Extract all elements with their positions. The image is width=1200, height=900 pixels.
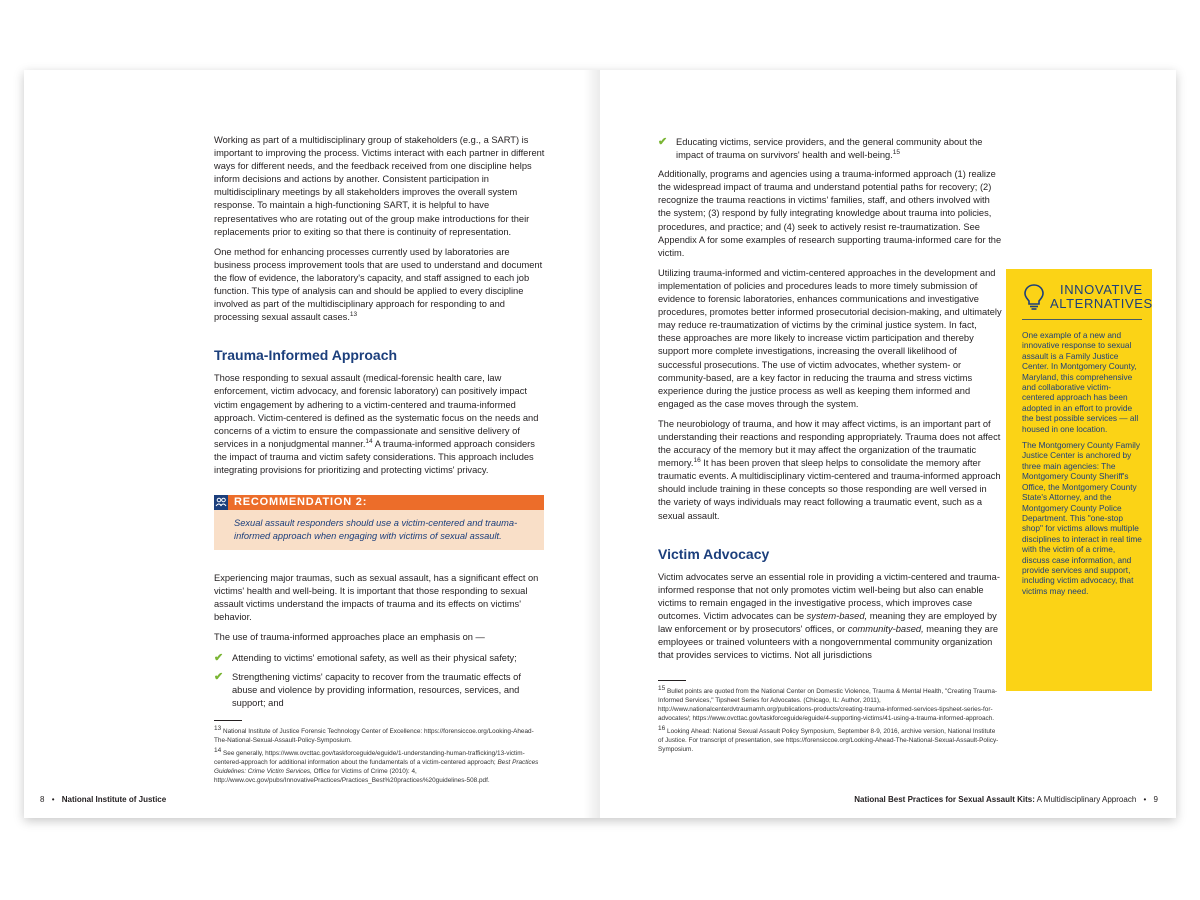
- right-paragraph-3: The neurobiology of trauma, and how it may affect victims, is an important part of understanding their reactions and responding appropriately. Trauma does not affect the accuracy of the memory but it may affect the organization of the traumatic memory.$^{16}$ It has been proven that sleep helps to consolidate the memory after traumatic events. A multidisciplinary victim-centered and trauma-informed approach should include training in these concepts so those responding are well versed in the variety of ways individuals may react following a traumatic event, such as a sexual assault.: [658, 418, 1001, 521]
- footer-title: National Institute of Justice: [61, 795, 167, 804]
- lightbulb-icon: [1022, 283, 1046, 311]
- recommendation-people-icon: [214, 495, 228, 510]
- footnote-ref-13[interactable]: 13: [349, 311, 358, 319]
- right-paragraph-4: Victim advocates serve an essential role in providing a victim-centered and trauma-informed response that not only promotes victim well-being but also can enable victims to remain engaged in the investigative process, which improves case outcomes. Victim advocates can be system-based, meaning they are employed by law enforcement or by prosecutors' offices, or community-based, meaning they are employees or trained volunteers with a nongovernmental community organization that provides services to victims. Not all jurisdictions: [658, 571, 1000, 661]
- right-paragraph-2: Utilizing trauma-informed and victim-centered approaches in the development and implementation of policies and procedures leads to more timely submission of evidence to forensic laboratories, enhances communications and investigative procedures, promotes better informed prosecutorial decision-making, and ultimately may reduce re-traumatization of victims by the criminal justice system. In fact, these approaches are more likely to increase victim participation and thereby support more complete investigations, increasing the overall likelihood of successful prosecutions. The use of victim advocates, whether system- or community-based, are a key factor in reducing the trauma and stress victims experience during the justice process as well as keeping them informed and engaged as the case moves through the system.: [658, 267, 1002, 409]
- recommendation-box: [214, 495, 544, 550]
- right-paragraph-1: Additionally, programs and agencies using a trauma-informed approach (1) realize the widespread impact of trauma and understand potential paths for recovery; (2) recognize the trauma reactions in victims' families, staff, and others involved with the system; (3) respond by fully integrating knowledge about trauma into policies, procedures, and practice; and (4) seek to actively resist re-traumatization. See Appendix A for some examples of research supporting trauma-informed care for the victim.: [658, 169, 1002, 258]
- footnote-15: 15 Bullet points are quoted from the National Center on Domestic Violence, Trauma & Mental Health, "Creating Trauma-Informed Services," Tipsheet Series for Advocates. (Chicago, IL: Author, 2011), http://www.nationalcenterdvtraumamh.org/publications-products/creating-trauma-informed-services-tipsheet-series-for-advocates/; https://www.ovcttac.gov/taskforceguide/eguide/4-supporting-victims/41-using-a-trauma-informed-approach.: [658, 685, 998, 723]
- left-footnotes: [214, 724, 546, 785]
- list-item: ✔ Strengthening victims' capacity to recover from the traumatic effects of abuse and violence by providing information, resources, services, and support; and: [214, 670, 521, 708]
- checkmark-icon: ✔: [214, 651, 224, 664]
- footnote-ref-16[interactable]: 16: [693, 457, 701, 465]
- left-paragraph-1: Working as part of a multidisciplinary group of stakeholders (e.g., a SART) is important to improving the process. Victims interact with each partner in different ways for different needs, and the feedback received from one discipline helps inform decisions and actions by another. Consistent participation in multidisciplinary meetings by all stakeholders improves the overall system response. To maintain a high-functioning SART, it is helpful to have representatives who are rotating out of the group make introductions for their replacements prior to exiting so that there is continuity of representation.: [214, 135, 545, 237]
- left-bullet-list: [214, 652, 546, 710]
- left-text-column: [214, 134, 546, 789]
- page-number: 8: [40, 795, 45, 804]
- left-paragraph-5: The use of trauma-informed approaches place an emphasis on —: [214, 632, 485, 643]
- sidebar-paragraph-1: One example of a new and innovative response to sexual assault is a Family Justice Center. In Montgomery County, Maryland, this comprehensive and collaborative victim-centered approach has been adopted in an effort to provide the best possible services — all housed in one location.: [1022, 330, 1139, 434]
- recommendation-label: RECOMMENDATION 2:: [234, 496, 368, 509]
- checkmark-icon: ✔: [658, 136, 668, 148]
- footnote-ref-15[interactable]: 15: [892, 149, 900, 156]
- list-item: ✔ Educating victims, service providers, and the general community about the impact of trauma on survivors' health and well-being.$^{15}$: [658, 136, 983, 161]
- sidebar-title-line-2: ALTERNATIVES: [1050, 296, 1153, 311]
- footnote-ref-14[interactable]: 14: [365, 437, 373, 445]
- sidebar-title-line-1: INNOVATIVE: [1059, 282, 1143, 297]
- footnote-divider: [658, 680, 686, 681]
- list-item: ✔ Attending to victims' emotional safety, as well as their physical safety;: [214, 651, 517, 664]
- left-paragraph-3: Those responding to sexual assault (medical-forensic health care, law enforcement, victim advocacy, and forensic laboratory) can positively impact victim engagement by adhering to a victim-centered and trauma-informed approach. Victim-centered is defined as the systematic focus on the needs and concerns of a victim to ensure the compassionate and sensitive delivery of services in a nonjudgmental manner.$^{14}$ A trauma-informed approach considers the impact of trauma and victim safety considerations. This approach includes integrating provisions for prioritizing and protecting victims' privacy.: [214, 373, 539, 475]
- left-page: [24, 70, 601, 818]
- right-text-column: [658, 136, 1002, 758]
- footnote-16: 16 Looking Ahead: National Sexual Assault Policy Symposium, September 8-9, 2016, archive version, National Institute of Justice. For transcript of presentation, see https://forensiccoe.org/Looking-Ahead-The-National-Sexual-Assault-Policy-Symposium.: [658, 725, 999, 754]
- footnote-14: 14 See generally, https://www.ovcttac.gov/taskforceguide/eguide/1-understanding-human-trafficking/13-victim-centered-approach for additional information about the fundamentals of a victim-centered approach; Best Practices Guidelines: Crime Victim Services, Office for Victims of Crime (2010): 4, http://www.ovc.gov/pubs/InnovativePractices/Practices_Best%20practices%20guidelines-508.pdf.: [214, 746, 539, 784]
- sidebar-title: [1022, 282, 1153, 311]
- recommendation-header: [214, 495, 544, 510]
- left-footer: 8 • National Institute of Justice: [40, 795, 167, 804]
- sidebar-divider: [1022, 319, 1142, 320]
- left-paragraph-4: Experiencing major traumas, such as sexual assault, has a significant effect on victims' health and well-being. It is important that those responding to sexual assault victims understand the impacts of trauma and its effects on victims' behavior.: [214, 573, 539, 623]
- left-paragraph-2: One method for enhancing processes currently used by laboratories are business process improvement tools that are used to understand and document the flow of evidence, the laboratory's capacity, and staff assigned to each job function. This type of analysis can and should be applied to every discipline involved as part of the multidisciplinary approach for responding to and processing sexual assault cases.$^{13}$: [214, 246, 543, 323]
- footnote-divider: [214, 720, 242, 721]
- book-spread: [24, 70, 1176, 818]
- page-number: 9: [1153, 795, 1158, 804]
- heading-trauma-informed-approach: Trauma-Informed Approach: [214, 347, 398, 364]
- checkmark-icon: ✔: [214, 670, 224, 683]
- right-footer: National Best Practices for Sexual Assault Kits: A Multidisciplinary Approach • 9: [854, 795, 1158, 804]
- right-bullet-list: [658, 136, 1002, 162]
- heading-victim-advocacy: Victim Advocacy: [658, 545, 770, 562]
- footnote-13: 13 National Institute of Justice Forensic Technology Center of Excellence: https://forensiccoe.org/Looking-Ahead-The-National-Sexual-Assault-Policy-Symposium.: [214, 724, 534, 744]
- sidebar-paragraph-2: The Montgomery County Family Justice Center is anchored by three main agencies: The Montgomery County Sheriff's Office, the Montgomery County State's Attorney, and the Montgomery County Police Department. This "one-stop shop" for victims allows multiple disciplines to interact in real time with the victim of a crime, discuss case information, and provide services and support, including victim advocacy, that victims may need.: [1022, 440, 1142, 596]
- recommendation-body: [214, 510, 544, 550]
- recommendation-text: Sexual assault responders should use a victim-centered and trauma-informed approach when engaging with victims of sexual assault.: [234, 518, 518, 541]
- right-footnotes: [658, 687, 1002, 754]
- footer-title: National Best Practices for Sexual Assault Kits:: [854, 795, 1035, 804]
- innovative-alternatives-sidebar: [1006, 269, 1152, 691]
